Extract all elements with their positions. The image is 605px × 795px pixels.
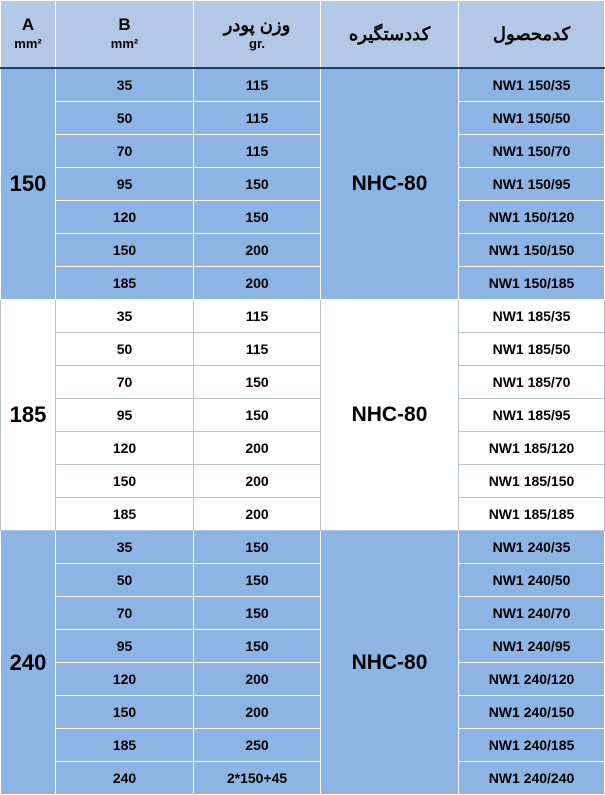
table-row (1, 465, 605, 498)
header-col-weight (194, 1, 321, 69)
group-handle-code: NHC-80 (321, 68, 459, 300)
group-handle-code: NHC-80 (321, 300, 459, 531)
cell-product-code: NW1 185/120 (459, 432, 605, 465)
cell-weight-value: 200 (194, 267, 321, 300)
cell-product-code: NW1 185/95 (459, 399, 605, 432)
group-handle-code: NHC-80 (321, 531, 459, 795)
table-row (1, 696, 605, 729)
table-row (1, 366, 605, 399)
table-row (1, 531, 605, 564)
cell-weight-value: 200 (194, 432, 321, 465)
cell-product-code: NW1 185/35 (459, 300, 605, 333)
table-row (1, 663, 605, 696)
cell-weight-value: 150 (194, 399, 321, 432)
cell-product-code: NW1 240/185 (459, 729, 605, 762)
cell-product-code: NW1 240/95 (459, 630, 605, 663)
table-row (1, 399, 605, 432)
table-row (1, 630, 605, 663)
header-col-product (459, 1, 605, 69)
cell-b-value: 120 (56, 663, 194, 696)
cell-product-code: NW1 185/50 (459, 333, 605, 366)
cell-weight-value: 150 (194, 201, 321, 234)
cell-weight-value: 150 (194, 630, 321, 663)
cell-product-code: NW1 240/120 (459, 663, 605, 696)
cell-product-code: NW1 240/150 (459, 696, 605, 729)
cell-b-value: 185 (56, 267, 194, 300)
cell-weight-value: 115 (194, 68, 321, 102)
cell-b-value: 50 (56, 102, 194, 135)
cell-b-value: 95 (56, 630, 194, 663)
table-row (1, 597, 605, 630)
table-row (1, 300, 605, 333)
cell-b-value: 95 (56, 168, 194, 201)
cell-product-code: NW1 150/50 (459, 102, 605, 135)
cell-product-code: NW1 150/35 (459, 68, 605, 102)
table-row (1, 168, 605, 201)
cell-weight-value: 150 (194, 597, 321, 630)
cell-product-code: NW1 150/150 (459, 234, 605, 267)
cell-weight-value: 150 (194, 168, 321, 201)
table-header (1, 1, 605, 69)
table-row (1, 432, 605, 465)
cell-weight-value: 115 (194, 300, 321, 333)
cell-product-code: NW1 240/240 (459, 762, 605, 795)
cell-weight-value: 200 (194, 498, 321, 531)
cell-weight-value: 250 (194, 729, 321, 762)
header-col-b (56, 1, 194, 69)
header-col-handle (321, 1, 459, 69)
cell-b-value: 35 (56, 300, 194, 333)
cell-b-value: 50 (56, 333, 194, 366)
cell-weight-value: 150 (194, 564, 321, 597)
cell-product-code: NW1 150/95 (459, 168, 605, 201)
cell-b-value: 185 (56, 498, 194, 531)
header-col-b-unit: mm² (110, 36, 139, 51)
table-row (1, 102, 605, 135)
cell-product-code: NW1 185/70 (459, 366, 605, 399)
cell-product-code: NW1 150/70 (459, 135, 605, 168)
table-row (1, 498, 605, 531)
cell-product-code: NW1 185/150 (459, 465, 605, 498)
cell-weight-value: 115 (194, 333, 321, 366)
cell-b-value: 70 (56, 135, 194, 168)
cell-b-value: 95 (56, 399, 194, 432)
cell-weight-value: 115 (194, 102, 321, 135)
cell-b-value: 120 (56, 201, 194, 234)
header-col-product-label: کدمحصول (492, 24, 571, 44)
group-a-value: 240 (1, 531, 56, 795)
table-row (1, 267, 605, 300)
header-col-a (1, 1, 56, 69)
cell-weight-value: 200 (194, 663, 321, 696)
cell-product-code: NW1 185/185 (459, 498, 605, 531)
cell-weight-value: 150 (194, 531, 321, 564)
header-col-a-unit: mm² (14, 36, 42, 51)
table-row (1, 729, 605, 762)
cell-weight-value: 200 (194, 234, 321, 267)
cell-b-value: 185 (56, 729, 194, 762)
cell-product-code: NW1 150/120 (459, 201, 605, 234)
cell-b-value: 240 (56, 762, 194, 795)
table-row (1, 68, 605, 102)
header-col-handle-label: کددستگیره (348, 24, 431, 44)
cell-product-code: NW1 240/35 (459, 531, 605, 564)
cell-b-value: 150 (56, 234, 194, 267)
cell-b-value: 35 (56, 531, 194, 564)
cell-product-code: NW1 240/70 (459, 597, 605, 630)
header-col-a-label: A (21, 15, 35, 34)
table-row (1, 135, 605, 168)
header-col-b-label: B (118, 15, 131, 34)
table-row (1, 234, 605, 267)
cell-b-value: 120 (56, 432, 194, 465)
cell-b-value: 50 (56, 564, 194, 597)
group-a-value: 185 (1, 300, 56, 531)
table-row (1, 564, 605, 597)
cell-b-value: 70 (56, 366, 194, 399)
table-body (1, 68, 605, 795)
group-a-value: 150 (1, 68, 56, 300)
table-row (1, 333, 605, 366)
cell-b-value: 150 (56, 465, 194, 498)
cell-b-value: 150 (56, 696, 194, 729)
cell-weight-value: 2*150+45 (194, 762, 321, 795)
cell-weight-value: 200 (194, 696, 321, 729)
table-row (1, 201, 605, 234)
table-row (1, 762, 605, 795)
cell-weight-value: 115 (194, 135, 321, 168)
cell-weight-value: 200 (194, 465, 321, 498)
cell-product-code: NW1 240/50 (459, 564, 605, 597)
cell-b-value: 70 (56, 597, 194, 630)
cell-weight-value: 150 (194, 366, 321, 399)
header-col-weight-label: وزن پودر (223, 15, 291, 35)
cell-b-value: 35 (56, 68, 194, 102)
header-col-weight-unit: gr. (249, 36, 265, 51)
cell-product-code: NW1 150/185 (459, 267, 605, 300)
